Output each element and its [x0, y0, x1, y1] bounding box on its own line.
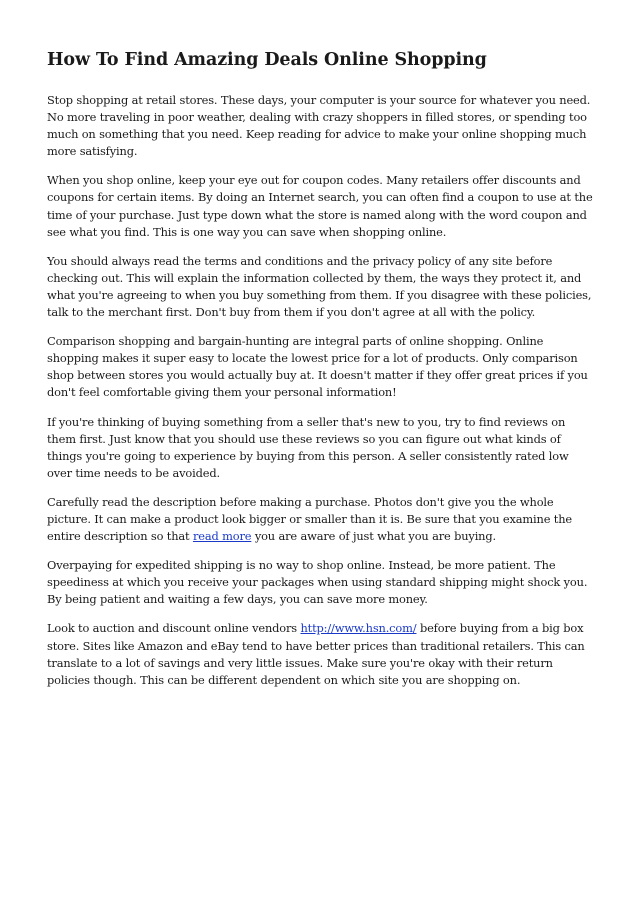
paragraph-8-text-before: Look to auction and discount online vendors — [47, 621, 301, 636]
hsn-link[interactable]: http://www.hsn.com/ — [300, 621, 417, 636]
paragraph-6 — [47, 494, 595, 545]
document-page — [47, 48, 595, 701]
paragraph-6-text-after: you are aware of just what you are buying. — [251, 529, 496, 544]
paragraph-3: You should always read the terms and conditions and the privacy policy of any site before checking out. This will explain the information collected by them, the ways they protect it, and what you're agreeing to when you buy something from them. If you disagree with these policies, talk to the merchant first. Don't buy from them if you don't agree at all with the policy. — [47, 253, 592, 320]
paragraph-8 — [47, 620, 595, 688]
read-more-link[interactable]: read more — [192, 529, 252, 544]
paragraph-6-text-before: Carefully read the description before making a purchase. Photos don't give you the whole picture. It can make a product look bigger or smaller than it is. Be sure that you examine the entire description so that — [47, 494, 572, 544]
paragraph-8-text-after: before buying from a big box store. Sites like Amazon and eBay tend to have better prices than traditional retailers. This can translate to a lot of savings and very little issues. Make sure you're okay with their return policies though. This can be different dependent on which site you are shopping on. — [47, 621, 585, 687]
paragraph-2: When you shop online, keep your eye out for coupon codes. Many retailers offer discounts and coupons for certain items. By doing an Internet search, you can often find a coupon to use at the time of your purchase. Just type down what the store is named along with the word coupon and see what you find. This is one way you can save when shopping online. — [47, 173, 593, 239]
page-title: How To Find Amazing Deals Online Shopping — [47, 50, 487, 70]
paragraph-5: If you're thinking of buying something from a seller that's new to you, try to find reviews on them first. Just know that you should use these reviews so you can figure out what kinds of things you're going to experience by buying from this person. A seller consistently rated low over time needs to be avoided. — [47, 414, 569, 480]
paragraph-4: Comparison shopping and bargain-hunting are integral parts of online shopping. Online shopping makes it super easy to locate the lowest price for a lot of products. Only comparison shop between stores you would actually buy at. It doesn't matter if they offer great prices if you don't feel comfortable giving them your personal information! — [47, 334, 588, 400]
paragraph-7: Overpaying for expedited shipping is no way to shop online. Instead, be more patient. The speediness at which you receive your packages when using standard shipping might shock you. By being patient and waiting a few days, you can save more money. — [47, 558, 588, 607]
paragraph-1: Stop shopping at retail stores. These days, your computer is your source for whatever you need. No more traveling in poor weather, dealing with crazy shoppers in filled stores, or spending too much on something that you need. Keep reading for advice to make your online shopping much more satisfying. — [47, 93, 591, 159]
